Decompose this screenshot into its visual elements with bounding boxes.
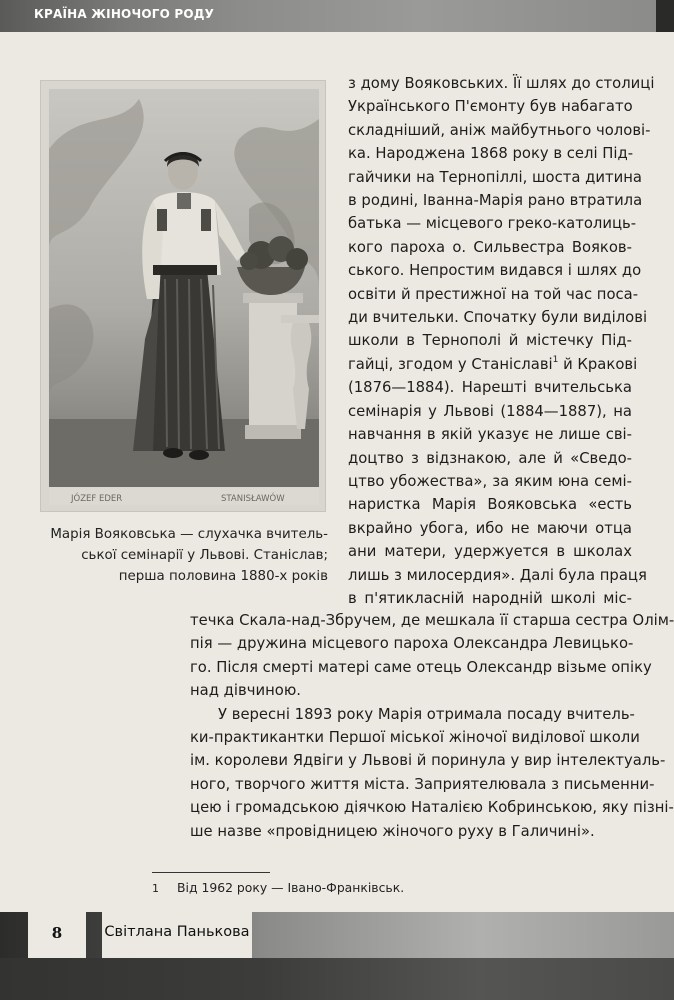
text-line: батька — місцевого греко-католиць- <box>348 215 637 233</box>
text-line: ше назве «провідницею жіночого руху в Галичині». <box>190 822 595 840</box>
text-line: наристка Марія Вояковська «есть <box>348 496 632 514</box>
running-header-title: КРАЇНА ЖІНОЧОГО РОДУ <box>34 7 215 21</box>
text-line: в п'ятикласній народній школі міс- <box>348 589 632 607</box>
footnote-reference[interactable]: 1 <box>552 354 559 365</box>
text-line: складніший, аніж майбутнього чолові- <box>348 121 651 139</box>
page-number: 8 <box>51 924 63 942</box>
text-line: ського. Непростим видався і шлях до <box>348 262 642 280</box>
portrait-photograph <box>40 80 326 512</box>
photo-imprint-left: JÓZEF EDER <box>71 494 123 504</box>
text-line: (1876—1884). Нарешті вчительська <box>348 379 632 397</box>
text-line: лишь з милосердия». Далі була праця <box>348 566 647 584</box>
text-line: ди вчительки. Спочатку були виділові <box>348 309 648 327</box>
author-name: Світлана Панькова <box>104 924 250 940</box>
text-line: цтво убожества», за яким юна семі- <box>348 472 632 490</box>
author-box <box>102 912 252 958</box>
footnote <box>152 880 404 895</box>
text-line: кого пароха о. Сильвестра Вояков- <box>348 238 632 256</box>
text-line: течка Скала-над-Збручем, де мешкала її старша сестра Олім- <box>190 612 674 629</box>
body-text-right-column <box>348 72 655 610</box>
text-line: Українського П'ємонту був набагато <box>348 98 633 116</box>
text-line: вкрайно убога, ибо не маючи отца <box>348 519 632 537</box>
text-line: ного, творчого життя міста. Заприятелювала з письменни- <box>190 775 655 793</box>
text-line: цею і громадською діячкою Наталією Кобринською, яку пізні- <box>190 799 674 817</box>
page-footer <box>0 912 674 1000</box>
body-text-full-width <box>190 609 674 843</box>
text-fragment: й Кракові <box>558 355 638 373</box>
text-line: в родині, Іванна-Марія рано втратила <box>348 192 643 210</box>
text-fragment: гайці, згодом у Станіславі <box>348 355 553 373</box>
text-line: доцтво з відзнакою, але й «Сведо- <box>348 449 632 467</box>
footnote-divider <box>152 872 270 873</box>
text-line: ани матери, удержуется в школах <box>348 543 632 561</box>
portrait-photo-image <box>49 89 319 505</box>
running-header <box>0 0 674 32</box>
text-line: освіти й престижної на той час поса- <box>348 285 639 303</box>
text-line: ім. королеви Ядвіги у Львові й поринула у вир інтелектуаль- <box>190 752 666 770</box>
photo-imprint-right: STANISŁAWÓW <box>221 494 285 504</box>
text-line: навчання в якій указує не лише сві- <box>348 426 632 444</box>
text-line: ки-практикантки Першої міської жіночої виділової школи <box>190 729 640 747</box>
text-line: гайчики на Тернопіллі, шоста дитина <box>348 168 642 186</box>
text-line: школи в Тернополі й містечку Під- <box>348 332 632 350</box>
header-edge-tab <box>656 0 674 32</box>
footnote-text: Від 1962 року — Івано-Франківськ. <box>177 880 405 895</box>
text-line-with-footnote <box>348 353 638 376</box>
text-line: з дому Вояковських. Її шлях до столиці <box>348 75 655 92</box>
text-line: над дівчиною. <box>190 682 301 700</box>
caption-line: ської семінарії у Львові. Станіслав; <box>81 548 328 563</box>
paragraph-first-line: У вересні 1893 року Марія отримала посаду вчитель- <box>218 705 635 723</box>
text-line: семінарія у Львові (1884—1887), на <box>348 402 632 420</box>
footnote-marker: 1 <box>152 882 159 895</box>
caption-line: перша половина 1880-х років <box>118 569 328 584</box>
caption-line: Марія Вояковська — слухачка вчитель- <box>50 527 328 542</box>
text-line: го. Після смерті матері саме отець Олександр візьме опіку <box>190 658 652 676</box>
text-line: пія — дружина місцевого пароха Олександра Левицько- <box>190 635 634 653</box>
photo-caption <box>40 524 328 587</box>
text-line: ка. Народжена 1868 року в селі Під- <box>348 145 634 163</box>
page-number-box <box>28 912 86 958</box>
